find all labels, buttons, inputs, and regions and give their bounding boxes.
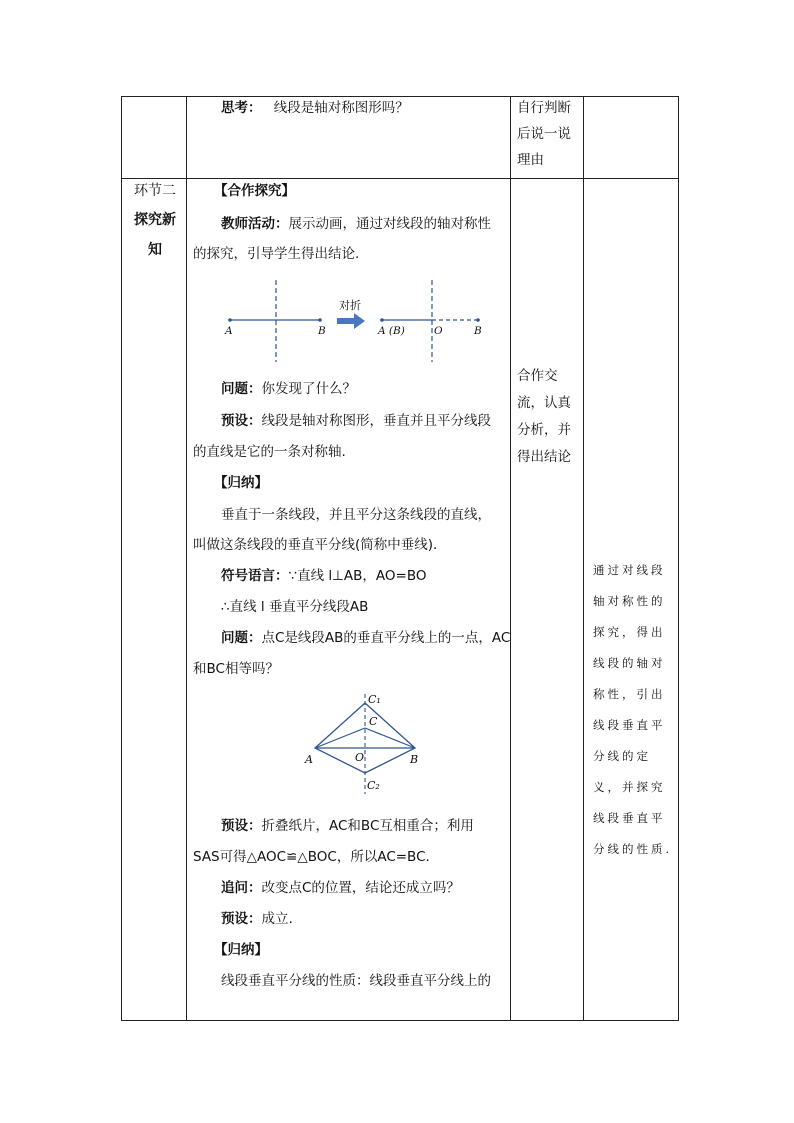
preset1-line-1: [221, 412, 491, 430]
point-b: [318, 318, 322, 322]
design-note-9: 线段垂直平: [593, 811, 666, 825]
question2-label: 问题：: [221, 630, 262, 646]
followup-label: 追问：: [221, 880, 262, 896]
label-o: O: [355, 751, 365, 764]
preset2-line-1: [221, 817, 474, 835]
column-divider-1: [186, 96, 187, 1021]
design-note-3: 探究，得出: [593, 625, 666, 639]
therefore-line: ∴直线 l 垂直平分线段AB: [221, 599, 369, 615]
symbol-label: 符号语言：: [221, 568, 289, 584]
preset1-label: 预设：: [221, 413, 262, 429]
think-line: [221, 99, 409, 117]
preset3-text: 成立.: [261, 911, 293, 927]
row1-student-line-1: 自行判断: [517, 100, 571, 116]
question1-line: [221, 380, 356, 398]
point-a: [228, 318, 232, 322]
coop-heading: 【合作探究】: [214, 183, 295, 199]
label-a: A: [305, 753, 313, 766]
table-left-border: [121, 96, 122, 1021]
stage-line-2: 探究新: [134, 212, 176, 228]
preset1-line-2: 的直线是它的一条对称轴.: [193, 444, 346, 460]
label-c1: C₁: [368, 693, 381, 706]
segment-ac: [315, 728, 365, 748]
preset1-text-1: 线段是轴对称图形，垂直并且平分线段: [261, 413, 491, 429]
question2-text-1: 点C是线段AB的垂直平分线上的一点，AC: [261, 630, 511, 646]
preset3-label: 预设：: [221, 911, 262, 927]
question2-line-1: [221, 629, 510, 647]
preset2-line-2: SAS可得△AOC≌△BOC，所以AC=BC.: [193, 849, 430, 865]
point-ab: [380, 318, 384, 322]
label-a: A: [225, 325, 233, 337]
label-ab: A (B): [378, 325, 405, 337]
question2-line-2: 和BC相等吗？: [193, 661, 279, 677]
question1-text: 你发现了什么？: [261, 381, 356, 397]
table-top-border: [121, 96, 679, 97]
symbol-line: [221, 567, 426, 585]
think-label: 思考：: [221, 100, 262, 116]
rhombus-figure: [300, 690, 430, 800]
segment-bc: [365, 728, 415, 748]
table-bottom-border: [121, 1020, 679, 1021]
teacher-line-2: 的探究，引导学生得出结论.: [193, 246, 360, 262]
design-note-10: 分线的性质.: [593, 842, 673, 856]
label-b: B: [318, 325, 326, 337]
summary-heading-2: 【归纳】: [214, 942, 268, 958]
symbol-text: ∵直线 l⊥AB，AO=BO: [288, 568, 427, 584]
row2-student-line-4: 得出结论: [517, 449, 571, 465]
preset3-line: [221, 910, 293, 928]
row1-student-line-3: 理由: [517, 152, 544, 168]
row2-student-line-1: 合作交: [517, 368, 558, 384]
row2-student-line-2: 流，认真: [517, 395, 571, 411]
summary-line-2: 叫做这条线段的垂直平分线(简称中垂线).: [193, 537, 438, 553]
preset2-label: 预设：: [221, 818, 262, 834]
property-line: 线段垂直平分线的性质：线段垂直平分线上的: [221, 973, 491, 989]
teacher-line-1: [221, 215, 491, 233]
label-b: B: [410, 753, 419, 766]
label-c2: C₂: [367, 779, 380, 792]
design-note-1: 通过对线段: [593, 563, 666, 577]
column-divider-2: [510, 96, 511, 1021]
column-divider-3: [583, 96, 584, 1021]
row2-student-line-3: 分析，并: [517, 422, 571, 438]
design-note-2: 轴对称性的: [593, 594, 666, 608]
teacher-text-1: 展示动画，通过对线段的轴对称性: [288, 216, 491, 232]
point-b2: [476, 318, 480, 322]
question1-label: 问题：: [221, 381, 262, 397]
design-note-4: 线段的轴对: [593, 656, 666, 670]
label-fold: 对折: [339, 299, 361, 312]
think-text: 线段是轴对称图形吗？: [273, 100, 409, 116]
label-o: O: [434, 325, 443, 337]
design-note-8: 义，并探究: [593, 780, 666, 794]
design-note-6: 线段垂直平: [593, 718, 666, 732]
followup-line: [221, 879, 460, 897]
label-b2: B: [474, 325, 482, 337]
summary-line-1: 垂直于一条线段，并且平分这条线段的直线，: [221, 507, 491, 523]
table-right-border: [678, 96, 679, 1021]
followup-text: 改变点C的位置，结论还成立吗？: [261, 880, 460, 896]
stage-line-3: 知: [148, 242, 162, 258]
design-note-7: 分线的定: [593, 749, 651, 763]
fold-figure: [220, 276, 505, 366]
preset2-text-1: 折叠纸片，AC和BC互相重合；利用: [261, 818, 474, 834]
stage-line-1: 环节二: [134, 183, 176, 199]
teacher-label: 教师活动：: [221, 216, 289, 232]
design-note-5: 称性，引出: [593, 687, 666, 701]
row1-student-line-2: 后说一说: [517, 126, 571, 142]
label-c: C: [369, 715, 378, 728]
summary-heading-1: 【归纳】: [214, 475, 268, 491]
row-divider: [121, 178, 679, 179]
fold-arrow-icon: [337, 313, 365, 329]
